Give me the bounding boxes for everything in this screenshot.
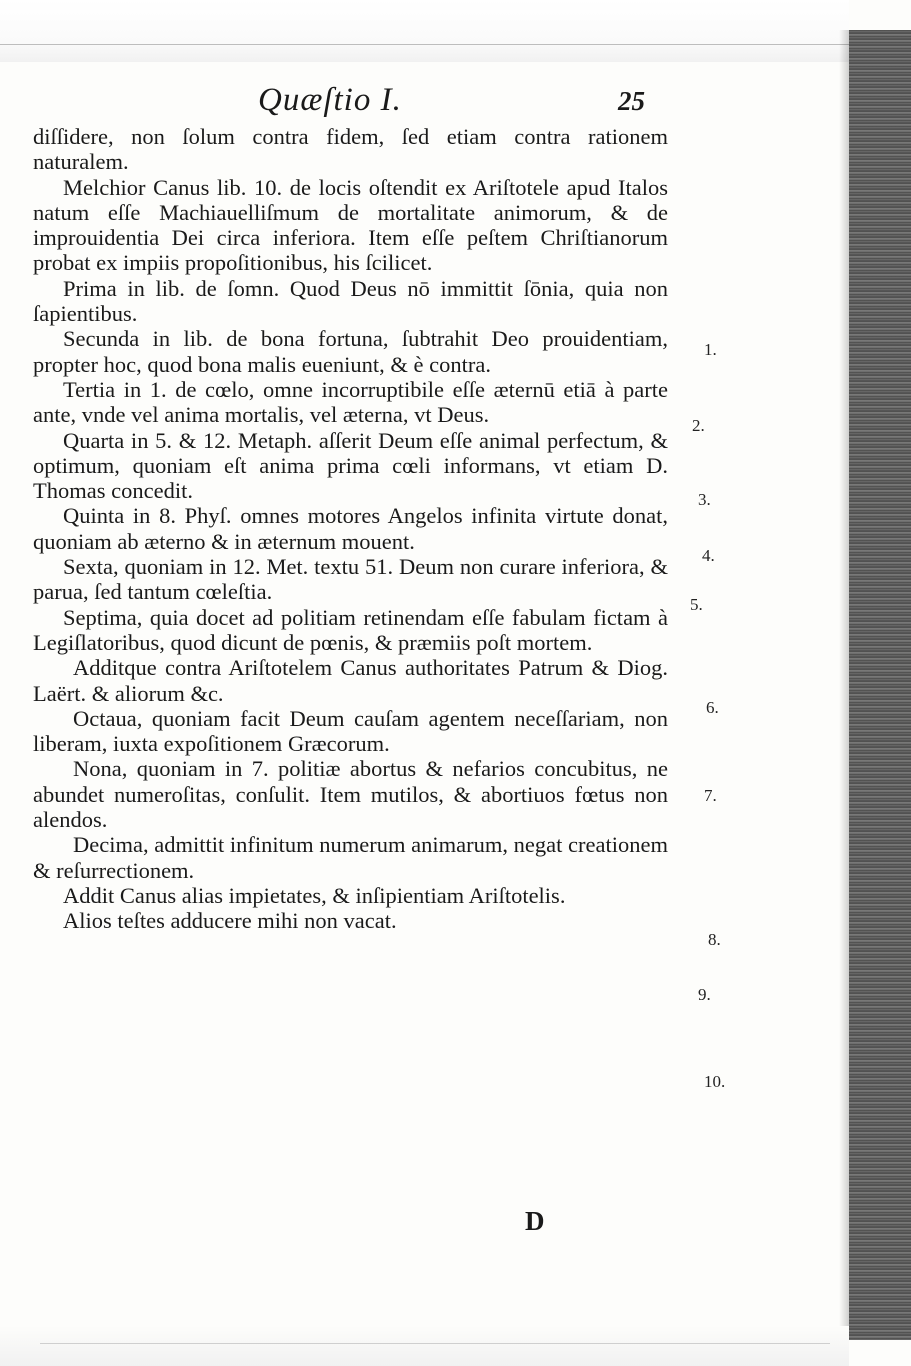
catchword: D [525, 1206, 545, 1236]
paragraph: Octaua, quoniam facit Deum cauſam agentem neceſſariam, non liberam, iuxta expoſitionem Græcorum. [33, 705, 668, 757]
margin-note: 2. [692, 416, 705, 435]
paragraph: Addit Canus alias impietates, & inſipientiam Ariſtotelis. [63, 882, 566, 908]
scan-page-edge [849, 30, 911, 1340]
margin-note: 8. [708, 930, 721, 949]
scan-top-line [0, 44, 849, 45]
body-text [33, 124, 668, 934]
paragraph: Decima, admittit infinitum numerum animarum, negat creationem & reſurrectionem. [33, 832, 668, 883]
paragraph: Secunda in lib. de bona fortuna, ſubtrahit Deo prouidentiam, propter hoc, quod bona malis eueniunt, & è contra. [33, 326, 668, 377]
scan-spine-shadow [839, 30, 849, 1340]
scan-top-edge [0, 0, 849, 62]
margin-note: 5. [690, 595, 703, 614]
paragraph: Quarta in 5. & 12. Metaph. aſſerit Deum eſſe animal perfectum, & optimum, quoniam eſt anima prima cœli informans, vt etiam D. Thomas concedit. [33, 427, 668, 504]
paragraph: Quinta in 8. Phyſ. omnes motores Angelos infinita virtute donat, quoniam ab æterno & in æternum mouent. [33, 503, 668, 554]
paragraph: Sexta, quoniam in 12. Met. textu 51. Deum non curare inferiora, & parua, ſed tantum cœleſtia. [33, 554, 668, 605]
margin-note: 7. [704, 786, 717, 805]
running-head: Quæſtio I. [258, 82, 402, 118]
paragraph: diſſidere, non ſolum contra fidem, ſed etiam contra rationem naturalem. [33, 124, 668, 175]
paragraph: Tertia in 1. de cœlo, omne incorruptibile eſſe æternū etiā à parte ante, vnde vel anima mortalis, vel æterna, vt Deus. [33, 376, 668, 428]
page-header [0, 82, 700, 122]
paragraph: Nona, quoniam in 7. politiæ abortus & nefarios concubitus, ne abundet numeroſitas, conſulit. Item mutilos, & abortiuos fœtus non alendos. [33, 756, 668, 833]
paragraph: Alios teſtes adducere mihi non vacat. [63, 908, 397, 934]
paragraph: Melchior Canus lib. 10. de locis oſtendit ex Ariſtotele apud Italos natum eſſe Machiauelliſmum de mortalitate animorum, & de improuidentia Dei circa inferiora. Item eſſe peſtem Chriſtianorum probat ex impiis propoſitionibus, his ſcilicet. [33, 174, 668, 276]
scan-bottom-line [40, 1343, 830, 1344]
page-number: 25 [618, 86, 645, 116]
paragraph: Septima, quia docet ad politiam retinendam eſſe fabulam fictam à Legiſlatoribus, quod dicunt de pœnis, & præmiis poſt mortem. [33, 604, 668, 655]
paragraph: Additque contra Ariſtotelem Canus authoritates Patrum & Diog. Laërt. & aliorum &c. [33, 655, 668, 706]
margin-note: 1. [704, 340, 717, 359]
margin-note: 3. [698, 490, 711, 509]
margin-note: 9. [698, 985, 711, 1004]
margin-note: 10. [704, 1072, 726, 1091]
scan-bottom-edge [0, 1326, 849, 1366]
paragraph: Prima in lib. de ſomn. Quod Deus nō immittit ſōnia, quia non ſapientibus. [33, 275, 668, 327]
margin-note: 4. [702, 546, 715, 565]
margin-note: 6. [706, 698, 719, 717]
